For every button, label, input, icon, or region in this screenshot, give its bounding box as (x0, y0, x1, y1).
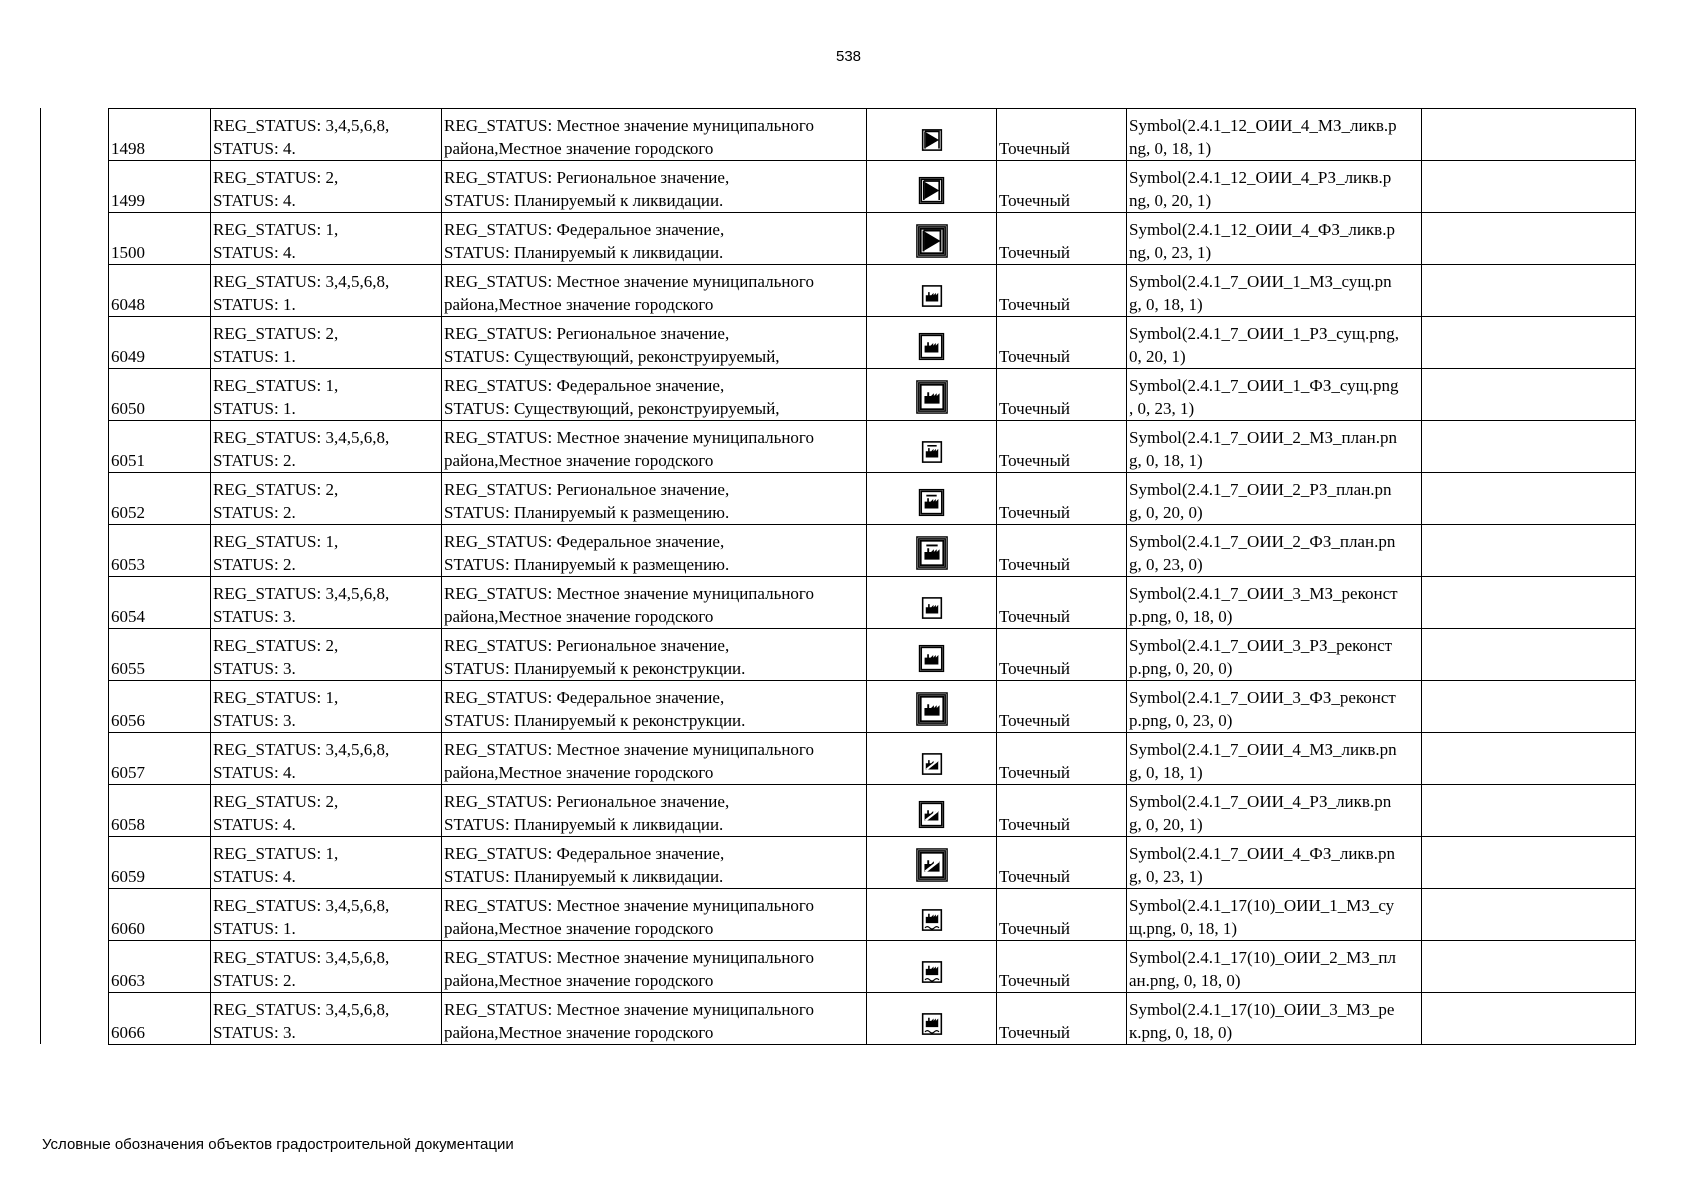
row-type: Точечный (997, 525, 1127, 577)
row-condition (211, 733, 442, 785)
expression-line: ан.png, 0, 18, 0) (1129, 971, 1241, 990)
condition-line: REG_STATUS: 1, (213, 844, 339, 863)
table-row (109, 369, 1636, 421)
row-description (442, 785, 867, 837)
row-condition (211, 369, 442, 421)
row-empty-cell (1422, 421, 1636, 473)
row-symbol-expression (1127, 161, 1422, 213)
description-line: района,Местное значение городского (444, 971, 714, 990)
factory-waves-reconstruction-icon (918, 1010, 946, 1044)
row-symbol (867, 681, 997, 733)
row-condition (211, 473, 442, 525)
row-description (442, 577, 867, 629)
row-empty-cell (1422, 681, 1636, 733)
row-empty-cell (1422, 577, 1636, 629)
expression-line: 0, 20, 1) (1129, 347, 1186, 366)
row-symbol-expression (1127, 317, 1422, 369)
factory-waves-existing-icon (918, 906, 946, 940)
symbol-table (108, 108, 1636, 1045)
expression-line: р.png, 0, 18, 0) (1129, 607, 1233, 626)
row-symbol (867, 317, 997, 369)
description-line: STATUS: Планируемый к реконструкции. (444, 711, 746, 730)
table-row (109, 993, 1636, 1045)
row-empty-cell (1422, 473, 1636, 525)
row-symbol-expression (1127, 369, 1422, 421)
expression-line: Symbol(2.4.1_7_ОИИ_1_ФЗ_сущ.png (1129, 376, 1399, 395)
row-id: 1500 (109, 213, 211, 265)
row-id: 6055 (109, 629, 211, 681)
expression-line: Symbol(2.4.1_7_ОИИ_3_ФЗ_реконст (1129, 688, 1396, 707)
row-symbol (867, 733, 997, 785)
description-line: района,Местное значение городского (444, 763, 714, 782)
factory-existing-icon-regional (916, 331, 947, 368)
row-id: 6063 (109, 941, 211, 993)
condition-line: REG_STATUS: 1, (213, 220, 339, 239)
table-row (109, 109, 1636, 161)
row-symbol (867, 161, 997, 213)
description-line: REG_STATUS: Местное значение муниципального (444, 272, 814, 291)
description-line: района,Местное значение городского (444, 295, 714, 314)
row-symbol (867, 889, 997, 941)
row-id: 6066 (109, 993, 211, 1045)
row-condition (211, 213, 442, 265)
row-id: 6049 (109, 317, 211, 369)
condition-line: REG_STATUS: 3,4,5,6,8, (213, 116, 390, 135)
description-line: STATUS: Планируемый к ликвидации. (444, 815, 724, 834)
expression-line: g, 0, 23, 1) (1129, 867, 1203, 886)
symbol-table-body (109, 109, 1636, 1045)
description-line: STATUS: Планируемый к ликвидации. (444, 191, 724, 210)
description-line: района,Местное значение городского (444, 1023, 714, 1042)
condition-line: REG_STATUS: 1, (213, 532, 339, 551)
row-symbol-expression (1127, 629, 1422, 681)
row-symbol (867, 265, 997, 317)
condition-line: STATUS: 3. (213, 659, 296, 678)
row-condition (211, 525, 442, 577)
description-line: REG_STATUS: Федеральное значение, (444, 376, 725, 395)
table-row (109, 733, 1636, 785)
row-symbol-expression (1127, 109, 1422, 161)
table-row (109, 213, 1636, 265)
description-line: REG_STATUS: Местное значение муниципального (444, 428, 814, 447)
row-empty-cell (1422, 941, 1636, 993)
row-condition (211, 889, 442, 941)
row-symbol-expression (1127, 733, 1422, 785)
row-type: Точечный (997, 993, 1127, 1045)
row-empty-cell (1422, 629, 1636, 681)
factory-existing-icon-federal (915, 380, 949, 420)
row-type: Точечный (997, 681, 1127, 733)
expression-line: Symbol(2.4.1_7_ОИИ_1_МЗ_сущ.pn (1129, 272, 1392, 291)
row-description (442, 317, 867, 369)
row-description (442, 109, 867, 161)
description-line: REG_STATUS: Местное значение муниципального (444, 584, 814, 603)
table-row (109, 837, 1636, 889)
condition-line: STATUS: 4. (213, 243, 296, 262)
row-empty-cell (1422, 837, 1636, 889)
expression-line: Symbol(2.4.1_17(10)_ОИИ_1_МЗ_су (1129, 896, 1395, 915)
row-type: Точечный (997, 889, 1127, 941)
row-description (442, 369, 867, 421)
description-line: REG_STATUS: Местное значение муниципального (444, 116, 814, 135)
row-symbol (867, 213, 997, 265)
row-id: 6060 (109, 889, 211, 941)
expression-line: Symbol(2.4.1_12_ОИИ_4_МЗ_ликв.p (1129, 116, 1397, 135)
row-id: 1499 (109, 161, 211, 213)
flag-liquidation-icon-local (918, 126, 946, 160)
row-condition (211, 109, 442, 161)
row-symbol (867, 369, 997, 421)
description-line: REG_STATUS: Региональное значение, (444, 636, 730, 655)
condition-line: STATUS: 3. (213, 607, 296, 626)
row-description (442, 421, 867, 473)
condition-line: REG_STATUS: 3,4,5,6,8, (213, 584, 390, 603)
row-symbol (867, 941, 997, 993)
description-line: района,Местное значение городского (444, 139, 714, 158)
row-id: 6053 (109, 525, 211, 577)
row-id: 6056 (109, 681, 211, 733)
margin-rule (40, 108, 41, 1044)
row-empty-cell (1422, 993, 1636, 1045)
row-id: 6058 (109, 785, 211, 837)
row-description (442, 993, 867, 1045)
row-condition (211, 421, 442, 473)
row-description (442, 525, 867, 577)
row-empty-cell (1422, 161, 1636, 213)
condition-line: REG_STATUS: 2, (213, 168, 339, 187)
description-line: REG_STATUS: Местное значение муниципального (444, 948, 814, 967)
factory-liquidation-icon-federal (915, 848, 949, 888)
table-row (109, 421, 1636, 473)
table-row (109, 629, 1636, 681)
row-id: 6050 (109, 369, 211, 421)
description-line: REG_STATUS: Региональное значение, (444, 792, 730, 811)
row-type: Точечный (997, 369, 1127, 421)
expression-line: ng, 0, 23, 1) (1129, 243, 1212, 262)
page-number: 538 (835, 48, 862, 65)
description-line: REG_STATUS: Региональное значение, (444, 168, 730, 187)
expression-line: g, 0, 18, 1) (1129, 763, 1203, 782)
expression-line: Symbol(2.4.1_12_ОИИ_4_ФЗ_ликв.p (1129, 220, 1395, 239)
condition-line: REG_STATUS: 3,4,5,6,8, (213, 896, 390, 915)
table-row (109, 473, 1636, 525)
condition-line: STATUS: 4. (213, 867, 296, 886)
row-empty-cell (1422, 889, 1636, 941)
condition-line: STATUS: 2. (213, 451, 296, 470)
description-line: района,Местное значение городского (444, 607, 714, 626)
row-type: Точечный (997, 317, 1127, 369)
row-condition (211, 837, 442, 889)
factory-reconstruction-icon-federal (915, 692, 949, 732)
row-symbol (867, 993, 997, 1045)
description-line: района,Местное значение городского (444, 919, 714, 938)
row-condition (211, 629, 442, 681)
row-description (442, 681, 867, 733)
factory-existing-icon-local (918, 282, 946, 316)
row-symbol-expression (1127, 681, 1422, 733)
description-line: STATUS: Планируемый к ликвидации. (444, 867, 724, 886)
condition-line: STATUS: 3. (213, 1023, 296, 1042)
row-condition (211, 941, 442, 993)
row-description (442, 837, 867, 889)
condition-line: REG_STATUS: 2, (213, 792, 339, 811)
row-id: 1498 (109, 109, 211, 161)
table-row (109, 785, 1636, 837)
factory-reconstruction-icon-local (918, 594, 946, 628)
row-type: Точечный (997, 109, 1127, 161)
row-empty-cell (1422, 317, 1636, 369)
table-row (109, 681, 1636, 733)
description-line: REG_STATUS: Местное значение муниципального (444, 896, 814, 915)
factory-reconstruction-icon-regional (916, 643, 947, 680)
row-symbol-expression (1127, 993, 1422, 1045)
condition-line: REG_STATUS: 3,4,5,6,8, (213, 948, 390, 967)
expression-line: , 0, 23, 1) (1129, 399, 1195, 418)
description-line: STATUS: Существующий, реконструируемый, (444, 399, 780, 418)
condition-line: STATUS: 3. (213, 711, 296, 730)
row-id: 6051 (109, 421, 211, 473)
condition-line: REG_STATUS: 2, (213, 480, 339, 499)
row-condition (211, 993, 442, 1045)
row-id: 6057 (109, 733, 211, 785)
row-symbol-expression (1127, 213, 1422, 265)
row-description (442, 889, 867, 941)
row-type: Точечный (997, 837, 1127, 889)
row-symbol-expression (1127, 889, 1422, 941)
expression-line: Symbol(2.4.1_7_ОИИ_1_РЗ_сущ.png, (1129, 324, 1399, 343)
row-condition (211, 161, 442, 213)
condition-line: STATUS: 1. (213, 295, 296, 314)
row-id: 6052 (109, 473, 211, 525)
factory-liquidation-icon-regional (916, 799, 947, 836)
condition-line: REG_STATUS: 2, (213, 636, 339, 655)
expression-line: g, 0, 23, 0) (1129, 555, 1203, 574)
description-line: STATUS: Планируемый к ликвидации. (444, 243, 724, 262)
row-symbol-expression (1127, 421, 1422, 473)
row-condition (211, 265, 442, 317)
expression-line: Symbol(2.4.1_7_ОИИ_2_РЗ_план.pn (1129, 480, 1392, 499)
expression-line: g, 0, 18, 1) (1129, 295, 1203, 314)
row-description (442, 161, 867, 213)
row-id: 6054 (109, 577, 211, 629)
condition-line: STATUS: 1. (213, 919, 296, 938)
row-description (442, 213, 867, 265)
row-description (442, 265, 867, 317)
row-symbol-expression (1127, 837, 1422, 889)
condition-line: STATUS: 4. (213, 139, 296, 158)
flag-liquidation-icon-regional (916, 175, 947, 212)
factory-planned-icon-local (918, 438, 946, 472)
table-row (109, 317, 1636, 369)
expression-line: Symbol(2.4.1_17(10)_ОИИ_3_МЗ_ре (1129, 1000, 1395, 1019)
row-empty-cell (1422, 369, 1636, 421)
condition-line: STATUS: 4. (213, 191, 296, 210)
row-type: Точечный (997, 785, 1127, 837)
description-line: STATUS: Существующий, реконструируемый, (444, 347, 780, 366)
expression-line: Symbol(2.4.1_17(10)_ОИИ_2_МЗ_пл (1129, 948, 1396, 967)
factory-planned-icon-regional (916, 487, 947, 524)
description-line: REG_STATUS: Федеральное значение, (444, 844, 725, 863)
condition-line: REG_STATUS: 1, (213, 376, 339, 395)
condition-line: STATUS: 4. (213, 815, 296, 834)
table-row (109, 265, 1636, 317)
expression-line: щ.png, 0, 18, 1) (1129, 919, 1238, 938)
table-row (109, 161, 1636, 213)
description-line: района,Местное значение городского (444, 451, 714, 470)
description-line: REG_STATUS: Региональное значение, (444, 480, 730, 499)
table-row (109, 941, 1636, 993)
expression-line: ng, 0, 20, 1) (1129, 191, 1212, 210)
condition-line: STATUS: 4. (213, 763, 296, 782)
row-description (442, 629, 867, 681)
expression-line: Symbol(2.4.1_7_ОИИ_4_РЗ_ликв.pn (1129, 792, 1392, 811)
row-empty-cell (1422, 109, 1636, 161)
description-line: REG_STATUS: Местное значение муниципального (444, 1000, 814, 1019)
row-symbol (867, 525, 997, 577)
condition-line: STATUS: 1. (213, 347, 296, 366)
flag-liquidation-icon-federal (915, 224, 949, 264)
row-symbol (867, 629, 997, 681)
row-condition (211, 681, 442, 733)
row-condition (211, 577, 442, 629)
description-line: STATUS: Планируемый к размещению. (444, 503, 730, 522)
description-line: REG_STATUS: Региональное значение, (444, 324, 730, 343)
expression-line: g, 0, 20, 0) (1129, 503, 1203, 522)
expression-line: g, 0, 18, 1) (1129, 451, 1203, 470)
row-type: Точечный (997, 161, 1127, 213)
row-id: 6048 (109, 265, 211, 317)
row-empty-cell (1422, 213, 1636, 265)
expression-line: к.png, 0, 18, 0) (1129, 1023, 1233, 1042)
condition-line: REG_STATUS: 1, (213, 688, 339, 707)
condition-line: STATUS: 2. (213, 971, 296, 990)
row-id: 6059 (109, 837, 211, 889)
expression-line: Symbol(2.4.1_7_ОИИ_2_ФЗ_план.pn (1129, 532, 1396, 551)
table-row (109, 525, 1636, 577)
row-symbol-expression (1127, 473, 1422, 525)
condition-line: STATUS: 1. (213, 399, 296, 418)
factory-planned-icon-federal (915, 536, 949, 576)
expression-line: Symbol(2.4.1_7_ОИИ_2_МЗ_план.pn (1129, 428, 1397, 447)
expression-line: р.png, 0, 20, 0) (1129, 659, 1233, 678)
condition-line: REG_STATUS: 3,4,5,6,8, (213, 740, 390, 759)
row-symbol-expression (1127, 265, 1422, 317)
row-symbol-expression (1127, 941, 1422, 993)
row-type: Точечный (997, 941, 1127, 993)
row-empty-cell (1422, 525, 1636, 577)
expression-line: Symbol(2.4.1_7_ОИИ_3_МЗ_реконст (1129, 584, 1398, 603)
row-condition (211, 317, 442, 369)
row-symbol (867, 577, 997, 629)
row-type: Точечный (997, 421, 1127, 473)
expression-line: Symbol(2.4.1_7_ОИИ_4_ФЗ_ликв.pn (1129, 844, 1395, 863)
description-line: STATUS: Планируемый к размещению. (444, 555, 730, 574)
row-symbol (867, 421, 997, 473)
row-type: Точечный (997, 213, 1127, 265)
row-description (442, 473, 867, 525)
row-empty-cell (1422, 733, 1636, 785)
row-condition (211, 785, 442, 837)
row-symbol (867, 785, 997, 837)
row-type: Точечный (997, 577, 1127, 629)
condition-line: REG_STATUS: 3,4,5,6,8, (213, 1000, 390, 1019)
table-row (109, 889, 1636, 941)
row-description (442, 733, 867, 785)
description-line: REG_STATUS: Местное значение муниципального (444, 740, 814, 759)
row-symbol (867, 837, 997, 889)
row-symbol-expression (1127, 525, 1422, 577)
row-type: Точечный (997, 473, 1127, 525)
row-empty-cell (1422, 265, 1636, 317)
page-footer: Условные обозначения объектов градостроительной документации (42, 1136, 514, 1153)
expression-line: ng, 0, 18, 1) (1129, 139, 1212, 158)
expression-line: р.png, 0, 23, 0) (1129, 711, 1233, 730)
row-symbol (867, 473, 997, 525)
condition-line: STATUS: 2. (213, 555, 296, 574)
expression-line: g, 0, 20, 1) (1129, 815, 1203, 834)
table-row (109, 577, 1636, 629)
description-line: STATUS: Планируемый к реконструкции. (444, 659, 746, 678)
condition-line: REG_STATUS: 3,4,5,6,8, (213, 428, 390, 447)
description-line: REG_STATUS: Федеральное значение, (444, 532, 725, 551)
row-type: Точечный (997, 733, 1127, 785)
row-symbol-expression (1127, 577, 1422, 629)
row-type: Точечный (997, 629, 1127, 681)
expression-line: Symbol(2.4.1_7_ОИИ_4_МЗ_ликв.pn (1129, 740, 1397, 759)
description-line: REG_STATUS: Федеральное значение, (444, 688, 725, 707)
row-description (442, 941, 867, 993)
factory-waves-planned-icon (918, 958, 946, 992)
description-line: REG_STATUS: Федеральное значение, (444, 220, 725, 239)
condition-line: STATUS: 2. (213, 503, 296, 522)
row-empty-cell (1422, 785, 1636, 837)
row-type: Точечный (997, 265, 1127, 317)
expression-line: Symbol(2.4.1_12_ОИИ_4_РЗ_ликв.p (1129, 168, 1392, 187)
row-symbol (867, 109, 997, 161)
condition-line: REG_STATUS: 2, (213, 324, 339, 343)
condition-line: REG_STATUS: 3,4,5,6,8, (213, 272, 390, 291)
row-symbol-expression (1127, 785, 1422, 837)
expression-line: Symbol(2.4.1_7_ОИИ_3_РЗ_реконст (1129, 636, 1393, 655)
factory-liquidation-icon-local (918, 750, 946, 784)
